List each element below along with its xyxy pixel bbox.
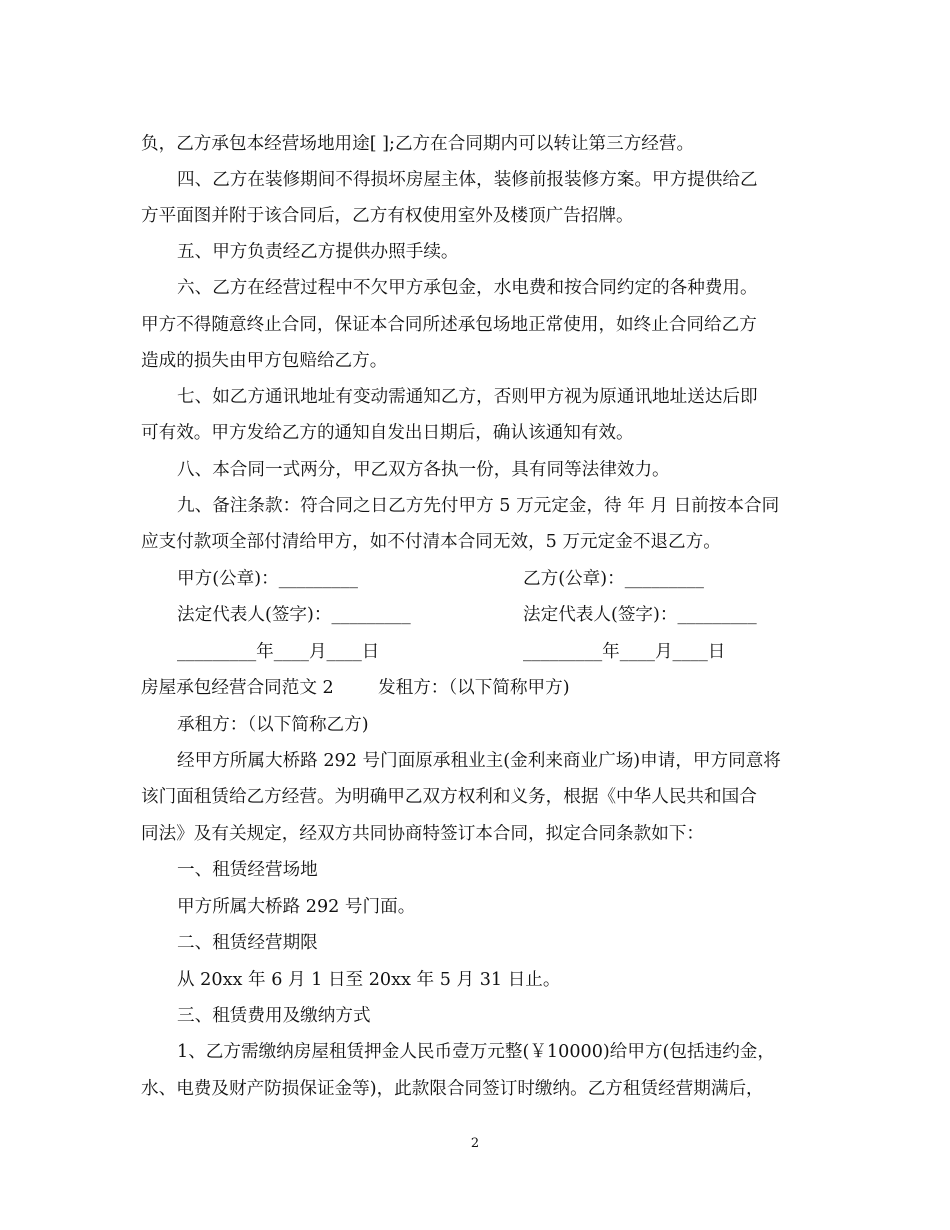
party-b-seal: 乙方(公章)：_________ <box>523 569 704 589</box>
section-title: 房屋承包经营合同范文 2 <box>141 678 334 698</box>
clause-7-line-2: 可有效。甲方发给乙方的通知自发出日期后，确认该通知有效。 <box>141 423 634 443</box>
intro-line-1: 经甲方所属大桥路 292 号门面原承租业主(金利来商业广场)申请，甲方同意将 <box>177 751 781 771</box>
clause-7-line-1: 七、如乙方通讯地址有变动需通知乙方，否则甲方视为原通讯地址送达后即 <box>177 387 758 407</box>
party-a-representative: 法定代表人(签字)：_________ <box>177 605 411 625</box>
clause-9-line-1: 九、备注条款：符合同之日乙方先付甲方 5 万元定金，待 年 月 日前按本合同 <box>177 496 780 516</box>
party-b-representative: 法定代表人(签字)：_________ <box>523 605 757 625</box>
text-line: 负，乙方承包本经营场地用途[ ];乙方在合同期内可以转让第三方经营。 <box>141 134 695 154</box>
term-line: 从 20xx 年 6 月 1 日至 20xx 年 5 月 31 日止。 <box>177 970 561 990</box>
clause-4-line-2: 方平面图并附于该合同后，乙方有权使用室外及楼顶广告招牌。 <box>141 206 634 226</box>
clause-5: 五、甲方负责经乙方提供办照手续。 <box>177 242 459 262</box>
clause-4-line-1: 四、乙方在装修期间不得损坏房屋主体，装修前报装修方案。甲方提供给乙 <box>177 170 758 190</box>
heading-1: 一、租赁经营场地 <box>177 860 318 880</box>
premises-line: 甲方所属大桥路 292 号门面。 <box>177 897 416 917</box>
clause-6-line-1: 六、乙方在经营过程中不欠甲方承包金，水电费和按合同约定的各种费用。 <box>177 278 758 298</box>
clause-8: 八、本合同一式两分，甲乙双方各执一份，具有同等法律效力。 <box>177 460 670 480</box>
party-a-seal: 甲方(公章)：_________ <box>177 569 358 589</box>
heading-2: 二、租赁经营期限 <box>177 933 318 953</box>
page-number: 2 <box>470 1136 480 1151</box>
party-b-date: _________年____月____日 <box>523 642 726 662</box>
clause-9-line-2: 应支付款项全部付清给甲方，如不付清本合同无效，5 万元定金不退乙方。 <box>141 532 721 552</box>
deposit-line-1: 1、乙方需缴纳房屋租赁押金人民币壹万元整(￥10000)给甲方(包括违约金， <box>177 1042 775 1062</box>
lessee-label: 承租方：（以下简称乙方) <box>177 715 369 735</box>
party-a-date: _________年____月____日 <box>177 642 380 662</box>
intro-line-2: 该门面租赁给乙方经营。为明确甲乙双方权利和义务，根据《中华人民共和国合 <box>141 787 757 807</box>
deposit-line-2: 水、电费及财产防损保证金等)，此款限合同签订时缴纳。乙方租赁经营期满后， <box>141 1079 764 1099</box>
lessor-label: 发租方：（以下简称甲方) <box>378 678 570 698</box>
clause-6-line-2: 甲方不得随意终止合同，保证本合同所述承包场地正常使用，如终止合同给乙方 <box>141 315 757 335</box>
heading-3: 三、租赁费用及缴纳方式 <box>177 1006 371 1026</box>
clause-6-line-3: 造成的损失由甲方包赔给乙方。 <box>141 351 388 371</box>
intro-line-3: 同法》及有关规定，经双方共同协商特签订本合同，拟定合同条款如下： <box>141 824 705 844</box>
